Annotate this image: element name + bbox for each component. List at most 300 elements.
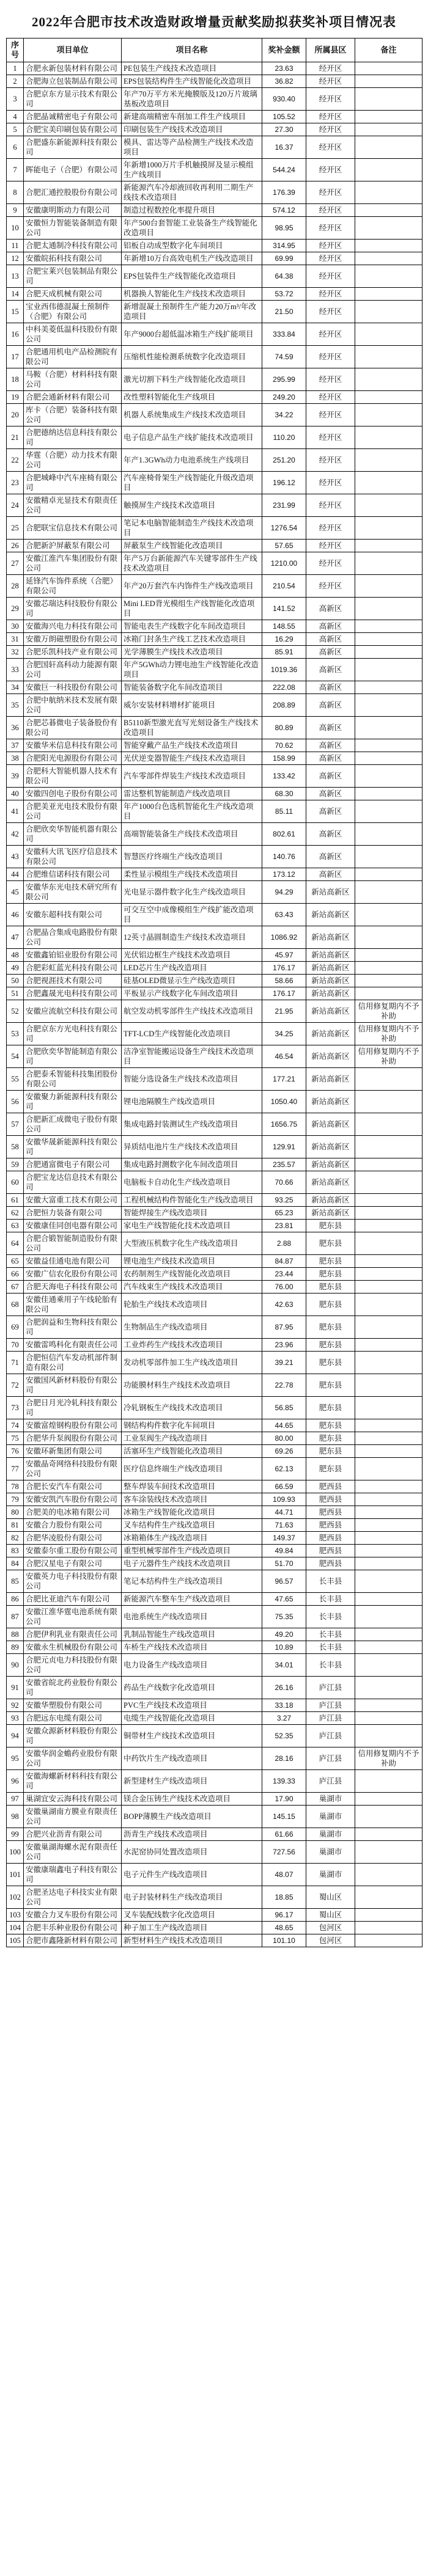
cell-company: 安徽佳通乘用子午线轮胎有限公司 (24, 1293, 122, 1316)
cell-project: Mini LED背光模组生产线智能化改造项目 (122, 598, 262, 620)
table-row (7, 1886, 422, 1909)
table-row (7, 1339, 422, 1352)
table-row (7, 62, 422, 75)
cell-index: 97 (7, 1793, 24, 1806)
cell-remark (355, 1725, 422, 1747)
cell-index: 42 (7, 823, 24, 846)
cell-remark (355, 1699, 422, 1712)
cell-index: 11 (7, 240, 24, 252)
cell-index: 96 (7, 1770, 24, 1793)
cell-district: 高新区 (306, 765, 355, 788)
cell-company: 巢湖宜安云海科技有限公司 (24, 1793, 122, 1806)
cell-index: 2 (7, 75, 24, 88)
cell-project: 智能穿戴产品生产线技术改造项目 (122, 739, 262, 752)
table-row (7, 1793, 422, 1806)
cell-remark (355, 1339, 422, 1352)
project-table (6, 38, 422, 1947)
cell-remark (355, 681, 422, 694)
cell-amount: 80.89 (262, 717, 306, 739)
cell-company: 安徽应流航空科技有限公司 (24, 1000, 122, 1023)
cell-amount: 727.56 (262, 1841, 306, 1864)
cell-company: 合肥美亚光电技术股份有限公司 (24, 800, 122, 823)
cell-company: 安徽东超科技有限公司 (24, 904, 122, 926)
cell-project: 屏蔽泵生产线智能化改造项目 (122, 540, 262, 552)
cell-index: 13 (7, 265, 24, 288)
cell-index: 99 (7, 1828, 24, 1841)
cell-district: 长丰县 (306, 1593, 355, 1606)
cell-index: 98 (7, 1806, 24, 1828)
cell-company: 合肥通富微电子有限公司 (24, 1158, 122, 1171)
cell-remark (355, 159, 422, 181)
cell-district: 新站高新区 (306, 926, 355, 949)
cell-amount: 133.42 (262, 765, 306, 788)
cell-amount: 145.15 (262, 1806, 306, 1828)
cell-amount: 176.17 (262, 987, 306, 1000)
cell-remark (355, 868, 422, 881)
cell-amount: 105.52 (262, 111, 306, 123)
cell-amount: 23.96 (262, 1339, 306, 1352)
cell-amount: 34.01 (262, 1654, 306, 1677)
cell-remark (355, 752, 422, 765)
header-index: 序号 (7, 38, 24, 62)
cell-district: 肥东县 (306, 1352, 355, 1374)
cell-company: 安徽泰尔重工股份有限公司 (24, 1545, 122, 1557)
cell-index: 46 (7, 904, 24, 926)
cell-index: 102 (7, 1886, 24, 1909)
cell-district: 蜀山区 (306, 1909, 355, 1922)
cell-remark (355, 1628, 422, 1641)
cell-project: 年产500台套智能工业装备生产线智能化改造项目 (122, 217, 262, 240)
cell-amount: 80.00 (262, 1432, 306, 1445)
table-row (7, 1220, 422, 1232)
cell-project: 硅基OLED微显示生产线改造项目 (122, 975, 262, 987)
cell-index: 89 (7, 1641, 24, 1654)
table-row (7, 1000, 422, 1023)
table-row (7, 1045, 422, 1068)
cell-company: 合肥永新包装材料有限公司 (24, 62, 122, 75)
table-row (7, 1841, 422, 1864)
cell-amount: 141.52 (262, 598, 306, 620)
cell-district: 庐江县 (306, 1770, 355, 1793)
cell-amount: 574.12 (262, 204, 306, 217)
cell-remark (355, 1397, 422, 1419)
cell-company: 合肥宝莱兴包装制品有限公司 (24, 265, 122, 288)
cell-project: 医疗信息终端生产线改造项目 (122, 1458, 262, 1480)
cell-remark (355, 926, 422, 949)
table-row (7, 1281, 422, 1293)
cell-company: 安徽康瑞鑫电子科技有限公司 (24, 1864, 122, 1886)
cell-index: 54 (7, 1045, 24, 1068)
cell-amount: 70.62 (262, 739, 306, 752)
table-row (7, 1091, 422, 1113)
cell-remark (355, 1207, 422, 1220)
cell-index: 55 (7, 1068, 24, 1091)
table-row (7, 1570, 422, 1593)
cell-district: 长丰县 (306, 1641, 355, 1654)
cell-district: 肥西县 (306, 1557, 355, 1570)
cell-company: 安徽芯瑞达科技股份有限公司 (24, 598, 122, 620)
cell-company: 安徽聚力新能源科技有限公司 (24, 1091, 122, 1113)
cell-company: 合肥美的电冰箱有限公司 (24, 1506, 122, 1519)
cell-company: 安徽海兴电力科技有限公司 (24, 620, 122, 633)
table-row (7, 1934, 422, 1947)
cell-remark (355, 1068, 422, 1091)
cell-remark (355, 1519, 422, 1532)
table-row (7, 517, 422, 540)
cell-index: 73 (7, 1397, 24, 1419)
header-project: 项目名称 (122, 38, 262, 62)
cell-project: 工程机械结构件智能化生产线改造项目 (122, 1194, 262, 1207)
cell-remark (355, 1220, 422, 1232)
cell-district: 经开区 (306, 346, 355, 368)
cell-district: 肥东县 (306, 1316, 355, 1339)
cell-amount: 148.55 (262, 620, 306, 633)
cell-amount: 66.59 (262, 1480, 306, 1493)
cell-remark (355, 301, 422, 323)
header-company: 项目单位 (24, 38, 122, 62)
cell-remark (355, 1828, 422, 1841)
table-row (7, 881, 422, 904)
cell-company: 合肥会通新材料有限公司 (24, 391, 122, 404)
cell-amount: 196.12 (262, 472, 306, 494)
cell-remark (355, 552, 422, 575)
cell-district: 肥东县 (306, 1419, 355, 1432)
cell-project: 集成电路封测数字化车间改造项目 (122, 1158, 262, 1171)
cell-remark (355, 1557, 422, 1570)
cell-district: 庐江县 (306, 1725, 355, 1747)
table-row (7, 659, 422, 681)
table-row (7, 123, 422, 136)
cell-district: 巢湖市 (306, 1806, 355, 1828)
cell-amount: 63.43 (262, 904, 306, 926)
table-row (7, 346, 422, 368)
cell-district: 经开区 (306, 75, 355, 88)
cell-district: 经开区 (306, 540, 355, 552)
cell-index: 28 (7, 575, 24, 598)
cell-index: 75 (7, 1432, 24, 1445)
cell-district: 肥东县 (306, 1268, 355, 1281)
cell-remark (355, 123, 422, 136)
table-row (7, 1068, 422, 1091)
cell-amount: 21.95 (262, 1000, 306, 1023)
cell-district: 经开区 (306, 217, 355, 240)
cell-company: 安徽江淮华霆电池系统有限公司 (24, 1606, 122, 1628)
cell-project: PVC生产线技术改造项目 (122, 1699, 262, 1712)
cell-index: 92 (7, 1699, 24, 1712)
cell-company: 合肥维信诺科技有限公司 (24, 868, 122, 881)
table-row (7, 1458, 422, 1480)
cell-amount: 49.20 (262, 1628, 306, 1641)
cell-district: 经开区 (306, 181, 355, 204)
cell-amount: 51.70 (262, 1557, 306, 1570)
cell-remark (355, 904, 422, 926)
cell-district: 巢湖市 (306, 1793, 355, 1806)
cell-project: 镁合金压铸生产线技术改造项目 (122, 1793, 262, 1806)
cell-project: 印刷包装生产线技术改造项目 (122, 123, 262, 136)
cell-amount: 333.84 (262, 323, 306, 346)
cell-project: 冷轧钢板生产线技术改造项目 (122, 1397, 262, 1419)
cell-district: 经开区 (306, 111, 355, 123)
cell-remark (355, 1793, 422, 1806)
cell-district: 高新区 (306, 646, 355, 659)
cell-remark (355, 1770, 422, 1793)
cell-amount: 149.37 (262, 1532, 306, 1545)
table-row (7, 752, 422, 765)
cell-index: 103 (7, 1909, 24, 1922)
cell-project: 笔记本结构件生产线改造项目 (122, 1570, 262, 1593)
cell-remark (355, 1532, 422, 1545)
cell-remark (355, 987, 422, 1000)
cell-project: 铜带材生产线技术改造项目 (122, 1725, 262, 1747)
table-row (7, 1864, 422, 1886)
cell-district: 长丰县 (306, 1570, 355, 1593)
table-row (7, 88, 422, 111)
cell-company: 合肥芯碁微电子装备股份有限公司 (24, 717, 122, 739)
cell-amount: 87.95 (262, 1316, 306, 1339)
cell-project: 年产5万台新能源汽车关键零部件生产线技术改造项目 (122, 552, 262, 575)
cell-district: 肥东县 (306, 1339, 355, 1352)
cell-project: 汽车零部件焊装生产线技术改造项目 (122, 765, 262, 788)
cell-amount: 210.54 (262, 575, 306, 598)
cell-remark (355, 1909, 422, 1922)
cell-company: 合肥宝龙达信息技术有限公司 (24, 1171, 122, 1194)
cell-company: 合肥汇通控股股份有限公司 (24, 181, 122, 204)
cell-project: 中药饮片生产线改造项目 (122, 1747, 262, 1770)
cell-remark (355, 800, 422, 823)
cell-remark: 信用修复期内不予补助 (355, 1000, 422, 1023)
table-row (7, 975, 422, 987)
cell-index: 32 (7, 646, 24, 659)
cell-district: 经开区 (306, 252, 355, 265)
cell-amount: 49.84 (262, 1545, 306, 1557)
cell-remark (355, 1677, 422, 1699)
cell-index: 18 (7, 368, 24, 391)
cell-district: 经开区 (306, 136, 355, 159)
cell-company: 安徽益佳通电池有限公司 (24, 1255, 122, 1268)
cell-amount: 2.88 (262, 1232, 306, 1255)
cell-remark (355, 62, 422, 75)
cell-project: 铝板自动成型数字化车间项目 (122, 240, 262, 252)
cell-project: 年产70万平方米光掩膜版及120万片玻璃基板改造项目 (122, 88, 262, 111)
cell-project: 锂电池生产线技术改造项目 (122, 1255, 262, 1268)
cell-index: 86 (7, 1593, 24, 1606)
cell-company: 合肥宝美印刷包装有限公司 (24, 123, 122, 136)
cell-amount: 85.11 (262, 800, 306, 823)
cell-district: 蜀山区 (306, 1886, 355, 1909)
cell-project: 异质结电池片生产线技术改造项目 (122, 1136, 262, 1158)
table-row (7, 717, 422, 739)
table-row (7, 181, 422, 204)
cell-index: 66 (7, 1268, 24, 1281)
table-row (7, 1293, 422, 1316)
cell-district: 经开区 (306, 426, 355, 449)
cell-amount: 251.20 (262, 449, 306, 472)
table-row (7, 765, 422, 788)
table-row (7, 1909, 422, 1922)
table-row (7, 136, 422, 159)
cell-company: 合肥圣达电子科技实业有限公司 (24, 1886, 122, 1909)
cell-company: 合肥国轩高科动力能源有限公司 (24, 659, 122, 681)
cell-amount: 64.38 (262, 265, 306, 288)
cell-company: 宝业西伟德混凝土预制件（合肥）有限公司 (24, 301, 122, 323)
cell-remark (355, 1458, 422, 1480)
cell-company: 合肥华凌股份有限公司 (24, 1532, 122, 1545)
cell-district: 新站高新区 (306, 949, 355, 962)
table-row (7, 1593, 422, 1606)
cell-index: 19 (7, 391, 24, 404)
cell-amount: 94.29 (262, 881, 306, 904)
cell-index: 8 (7, 181, 24, 204)
cell-project: 高端智能装备生产线技术改造项目 (122, 823, 262, 846)
cell-amount: 85.91 (262, 646, 306, 659)
table-row (7, 391, 422, 404)
cell-index: 76 (7, 1445, 24, 1458)
cell-remark: 信用修复期内不予补助 (355, 1023, 422, 1045)
cell-district: 肥东县 (306, 1432, 355, 1445)
cell-remark (355, 181, 422, 204)
cell-company: 华霆（合肥）动力技术有限公司 (24, 449, 122, 472)
cell-district: 经开区 (306, 368, 355, 391)
table-row (7, 800, 422, 823)
cell-remark (355, 391, 422, 404)
table-row (7, 1628, 422, 1641)
cell-company: 合肥欣奕华智能制造有限公司 (24, 1045, 122, 1068)
cell-remark (355, 1432, 422, 1445)
cell-index: 87 (7, 1606, 24, 1628)
cell-amount: 1019.36 (262, 659, 306, 681)
cell-amount: 42.63 (262, 1293, 306, 1316)
table-row (7, 540, 422, 552)
cell-project: 新能源汽车冷却液回收再利用二期生产线技术改造项目 (122, 181, 262, 204)
cell-remark (355, 494, 422, 517)
table-row (7, 1194, 422, 1207)
cell-company: 合肥润益和生物科技有限公司 (24, 1316, 122, 1339)
cell-project: 沥青生产线技术改造项目 (122, 1828, 262, 1841)
table-row (7, 987, 422, 1000)
cell-project: 汽车座椅骨架生产线智能化升级改造项目 (122, 472, 262, 494)
cell-project: 功能膜材料生产线技术改造项目 (122, 1374, 262, 1397)
cell-remark (355, 1806, 422, 1828)
cell-district: 高新区 (306, 717, 355, 739)
cell-amount: 208.89 (262, 694, 306, 717)
cell-district: 巢湖市 (306, 1864, 355, 1886)
cell-amount: 21.50 (262, 301, 306, 323)
cell-project: 雷达整机智能制造产线改造项目 (122, 788, 262, 800)
cell-amount: 314.95 (262, 240, 306, 252)
cell-amount: 22.78 (262, 1374, 306, 1397)
cell-company: 合肥彩虹蓝光科技有限公司 (24, 962, 122, 975)
cell-index: 72 (7, 1374, 24, 1397)
cell-index: 12 (7, 252, 24, 265)
cell-remark (355, 252, 422, 265)
cell-amount: 129.91 (262, 1136, 306, 1158)
table-row (7, 1023, 422, 1045)
cell-index: 80 (7, 1506, 24, 1519)
table-row (7, 1113, 422, 1136)
cell-amount: 69.26 (262, 1445, 306, 1458)
cell-amount: 16.37 (262, 136, 306, 159)
cell-project: 整车焊装车间技术改造项目 (122, 1480, 262, 1493)
cell-index: 9 (7, 204, 24, 217)
cell-company: 合肥天海电子科技有限公司 (24, 1281, 122, 1293)
cell-index: 30 (7, 620, 24, 633)
cell-amount: 48.65 (262, 1922, 306, 1934)
cell-district: 长丰县 (306, 1654, 355, 1677)
cell-company: 中科美菱低温科技股份有限公司 (24, 323, 122, 346)
cell-remark (355, 646, 422, 659)
cell-amount: 16.29 (262, 633, 306, 646)
cell-company: 合肥元贞电力科技股份有限公司 (24, 1654, 122, 1677)
cell-amount: 176.39 (262, 181, 306, 204)
cell-amount: 75.35 (262, 1606, 306, 1628)
cell-project: 年产1.3GWh动力电池系统生产线项目 (122, 449, 262, 472)
cell-project: 制造过程数控化率提升项目 (122, 204, 262, 217)
cell-company: 合肥阳光电源股份有限公司 (24, 752, 122, 765)
cell-remark (355, 75, 422, 88)
cell-index: 71 (7, 1352, 24, 1374)
table-row (7, 252, 422, 265)
cell-remark (355, 1158, 422, 1171)
table-row (7, 426, 422, 449)
cell-index: 47 (7, 926, 24, 949)
table-row (7, 1493, 422, 1506)
cell-company: 安徽巨一科技股份有限公司 (24, 681, 122, 694)
cell-remark (355, 633, 422, 646)
table-row (7, 633, 422, 646)
cell-remark (355, 472, 422, 494)
cell-remark (355, 1593, 422, 1606)
cell-project: 工业泵阀生产线改造项目 (122, 1432, 262, 1445)
cell-district: 巢湖市 (306, 1828, 355, 1841)
cell-district: 经开区 (306, 123, 355, 136)
cell-district: 新站高新区 (306, 1171, 355, 1194)
cell-remark (355, 1316, 422, 1339)
cell-district: 肥东县 (306, 1458, 355, 1480)
cell-district: 高新区 (306, 788, 355, 800)
table-row (7, 904, 422, 926)
cell-company: 安徽华东光电技术研究所有限公司 (24, 881, 122, 904)
cell-project: 叉车结构件生产线改造项目 (122, 1519, 262, 1532)
table-row (7, 681, 422, 694)
cell-project: PE包装生产线技术改造项目 (122, 62, 262, 75)
table-row (7, 1545, 422, 1557)
table-row (7, 1922, 422, 1934)
cell-remark (355, 1886, 422, 1909)
cell-remark (355, 1934, 422, 1947)
table-row (7, 1316, 422, 1339)
table-row (7, 1506, 422, 1519)
cell-project: 年产20万套汽车内饰件生产线改造项目 (122, 575, 262, 598)
cell-amount: 23.81 (262, 1220, 306, 1232)
cell-amount: 44.71 (262, 1506, 306, 1519)
cell-project: 汽车线束生产线技术改造项目 (122, 1281, 262, 1293)
cell-project: 新增混凝土预制件生产能力20万m³/年改造项目 (122, 301, 262, 323)
cell-district: 长丰县 (306, 1606, 355, 1628)
cell-remark (355, 765, 422, 788)
cell-company: 合肥丰乐种业股份有限公司 (24, 1922, 122, 1934)
cell-amount: 46.54 (262, 1045, 306, 1068)
cell-index: 69 (7, 1316, 24, 1339)
cell-remark (355, 1419, 422, 1432)
cell-company: 安徽皖拓科技有限公司 (24, 252, 122, 265)
cell-amount: 110.20 (262, 426, 306, 449)
cell-index: 45 (7, 881, 24, 904)
cell-company: 合肥泰禾智能科技集团股份有限公司 (24, 1068, 122, 1091)
cell-project: 电力设备生产线改造项目 (122, 1654, 262, 1677)
cell-index: 26 (7, 540, 24, 552)
cell-company: 安徽雷鸣科化有限责任公司 (24, 1339, 122, 1352)
cell-index: 67 (7, 1281, 24, 1293)
